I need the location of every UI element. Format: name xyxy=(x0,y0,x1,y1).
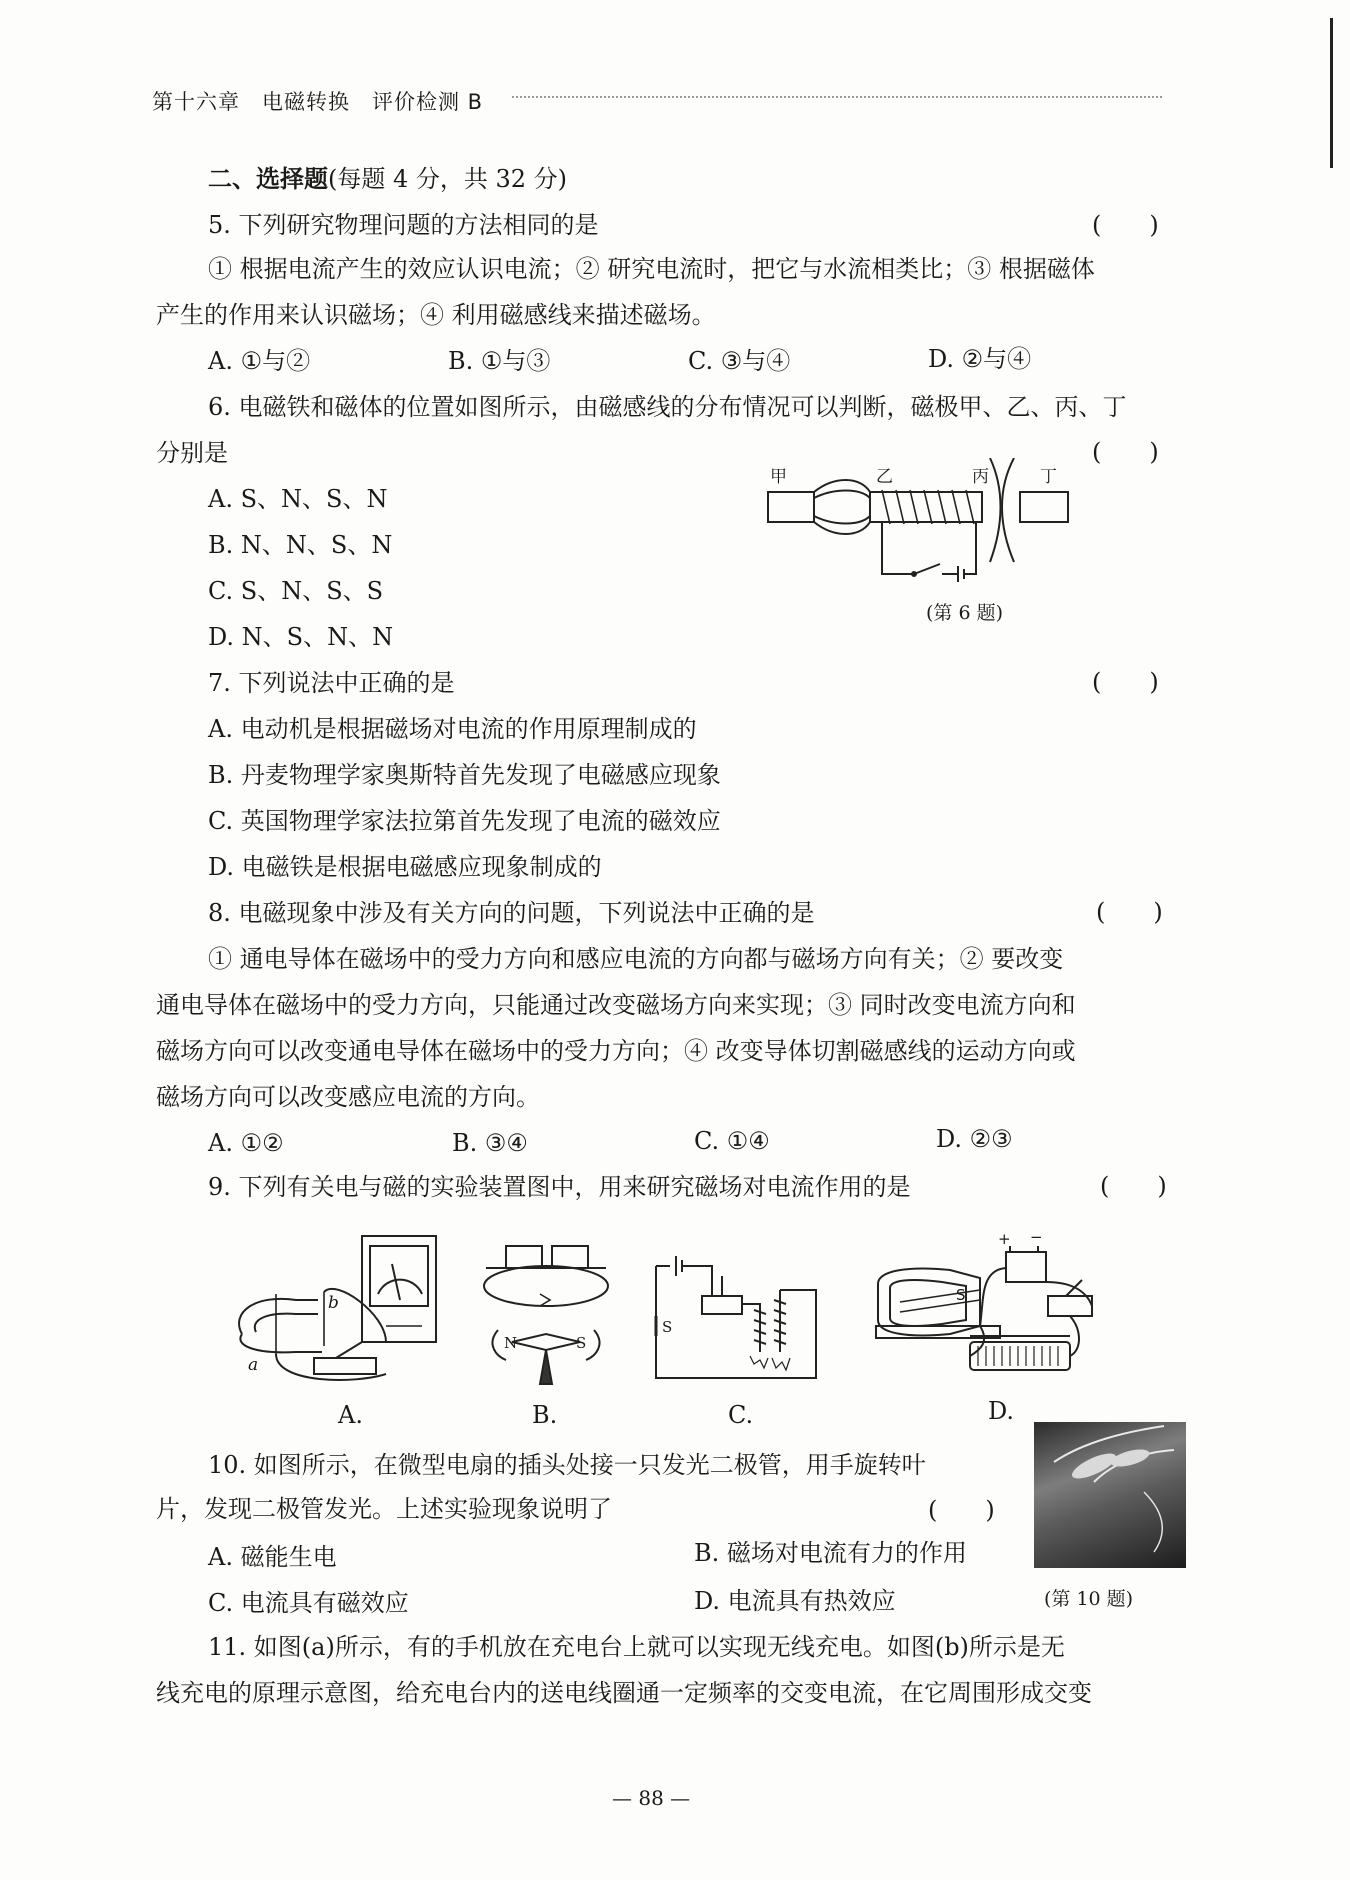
q9-figure-a-svg xyxy=(236,1234,446,1394)
q7-option-b[interactable]: B. 丹麦物理学家奥斯特首先发现了电磁感应现象 xyxy=(208,761,721,789)
q9-figure-b[interactable] xyxy=(476,1238,616,1388)
q6-stem: 6. 电磁铁和磁体的位置如图所示，由磁感线的分布情况可以判断，磁极甲、乙、丙、丁 xyxy=(208,393,1127,421)
q10-option-c[interactable]: C. 电流具有磁效应 xyxy=(208,1589,409,1617)
q8-body-line-3: 磁场方向可以改变通电导体在磁场中的受力方向；④ 改变导体切割磁感线的运动方向或 xyxy=(156,1037,1076,1065)
q6-stem-line-2: 分别是 xyxy=(156,439,228,467)
q8-option-a[interactable]: A. ①② xyxy=(208,1129,284,1157)
q10-stem-line-2: 片，发现二极管发光。上述实验现象说明了 xyxy=(156,1495,612,1523)
q6-diagram-svg xyxy=(764,458,1074,588)
q10-caption: (第 10 题) xyxy=(1044,1588,1134,1610)
q9-figure-a[interactable] xyxy=(236,1234,446,1394)
section-title: 二、选择题 xyxy=(208,164,328,193)
q9-figure-d-svg xyxy=(870,1230,1100,1390)
q6-answer-paren[interactable]: ( ) xyxy=(1092,438,1159,466)
q8-option-c[interactable]: C. ①④ xyxy=(694,1127,770,1155)
q11-line-1: 11. 如图(a)所示，有的手机放在充电台上就可以实现无线充电。如图(b)所示是无 xyxy=(208,1633,1065,1661)
magnet-ding xyxy=(1020,492,1068,522)
q7-option-d[interactable]: D. 电磁铁是根据电磁感应现象制成的 xyxy=(208,853,602,881)
q8-body-line-1: ① 通电导体在磁场中的受力方向和感应电流的方向都与磁场方向有关；② 要改变 xyxy=(208,945,1064,973)
label-s-d: S xyxy=(956,1286,966,1304)
q7-option-c[interactable]: C. 英国物理学家法拉第首先发现了电流的磁效应 xyxy=(208,807,721,835)
q5-body-line-2: 产生的作用来认识磁场；④ 利用磁感线来描述磁场。 xyxy=(156,301,716,329)
q5-stem: 5. 下列研究物理问题的方法相同的是 xyxy=(208,211,599,239)
q9-figure-label-b: B. xyxy=(532,1401,558,1429)
q10-answer-paren[interactable]: ( ) xyxy=(928,1496,995,1524)
q5-answer-paren[interactable]: ( ) xyxy=(1092,211,1159,239)
q11-line-2: 线充电的原理示意图，给充电台内的送电线圈通一定频率的交变电流，在它周围形成交变 xyxy=(156,1679,1092,1707)
q10-option-a[interactable]: A. 磁能生电 xyxy=(208,1543,337,1571)
label-a: a xyxy=(248,1355,259,1375)
q9-answer-paren[interactable]: ( ) xyxy=(1100,1172,1167,1200)
q6-option-c[interactable]: C. S、N、S、S xyxy=(208,577,384,605)
q6-caption: (第 6 题) xyxy=(926,602,1003,624)
q9-stem: 9. 下列有关电与磁的实验装置图中，用来研究磁场对电流作用的是 xyxy=(208,1173,911,1201)
q7-answer-paren[interactable]: ( ) xyxy=(1092,668,1159,696)
q8-stem: 8. 电磁现象中涉及有关方向的问题，下列说法中正确的是 xyxy=(208,899,815,927)
q10-option-d[interactable]: D. 电流具有热效应 xyxy=(694,1587,896,1615)
rheostat xyxy=(970,1342,1070,1370)
label-s-b: S xyxy=(576,1334,587,1352)
q8-answer-paren[interactable]: ( ) xyxy=(1096,898,1163,926)
section-note: (每题 4 分，共 32 分) xyxy=(328,165,568,193)
q10-option-b[interactable]: B. 磁场对电流有力的作用 xyxy=(694,1539,967,1567)
q10-stem: 10. 如图所示，在微型电扇的插头处接一只发光二极管，用手旋转叶 xyxy=(208,1451,926,1479)
label-ding: 丁 xyxy=(1040,467,1057,487)
q7-stem: 7. 下列说法中正确的是 xyxy=(208,669,455,697)
q9-figure-d[interactable] xyxy=(870,1230,1100,1390)
q10-fan-photo xyxy=(1034,1422,1186,1568)
q5-option-c[interactable]: C. ③与④ xyxy=(688,347,791,375)
q6-option-d[interactable]: D. N、S、N、N xyxy=(208,623,394,651)
q5-option-a[interactable]: A. ①与② xyxy=(208,347,311,375)
page-number: — 88 — xyxy=(612,1786,691,1810)
q6-option-b[interactable]: B. N、N、S、N xyxy=(208,531,393,559)
label-n-b: N xyxy=(504,1334,518,1352)
edge-scan-line xyxy=(1330,18,1333,168)
q5-body-line-1: ① 根据电流产生的效应认识电流；② 研究电流时，把它与水流相类比；③ 根据磁体 xyxy=(208,255,1095,283)
q6-figure xyxy=(764,458,1074,588)
q8-option-d[interactable]: D. ②③ xyxy=(936,1125,1013,1153)
q9-figure-b-svg xyxy=(476,1238,616,1388)
q8-body-line-4: 磁场方向可以改变感应电流的方向。 xyxy=(156,1083,540,1111)
q9-figure-c[interactable] xyxy=(650,1236,830,1386)
battery xyxy=(1006,1252,1046,1282)
label-b: b xyxy=(328,1293,339,1313)
label-jia: 甲 xyxy=(770,467,787,487)
q6-option-a[interactable]: A. S、N、S、N xyxy=(208,485,388,513)
q9-figure-label-a: A. xyxy=(338,1401,363,1429)
label-bing: 丙 xyxy=(972,467,989,487)
label-yi: 乙 xyxy=(876,467,893,487)
section-heading xyxy=(208,164,567,194)
q9-figure-label-d: D. xyxy=(988,1397,1015,1425)
q5-option-d[interactable]: D. ②与④ xyxy=(928,345,1032,373)
q5-option-b[interactable]: B. ①与③ xyxy=(448,347,551,375)
header-dotted-rule xyxy=(512,96,1162,98)
page-header: 第十六章 电磁转换 评价检测 B xyxy=(152,90,484,114)
q8-body-line-2: 通电导体在磁场中的受力方向，只能通过改变磁场方向来实现；③ 同时改变电流方向和 xyxy=(156,991,1076,1019)
label-minus: − xyxy=(1030,1230,1043,1246)
magnet-jia xyxy=(768,492,814,522)
q8-option-b[interactable]: B. ③④ xyxy=(452,1129,528,1157)
q9-figure-label-c: C. xyxy=(728,1401,754,1429)
label-plus: + xyxy=(998,1230,1011,1248)
q10-photo-svg xyxy=(1034,1422,1186,1568)
label-s-c: S xyxy=(662,1318,673,1336)
q9-figure-c-svg xyxy=(650,1236,830,1386)
q7-option-a[interactable]: A. 电动机是根据磁场对电流的作用原理制成的 xyxy=(208,715,697,743)
